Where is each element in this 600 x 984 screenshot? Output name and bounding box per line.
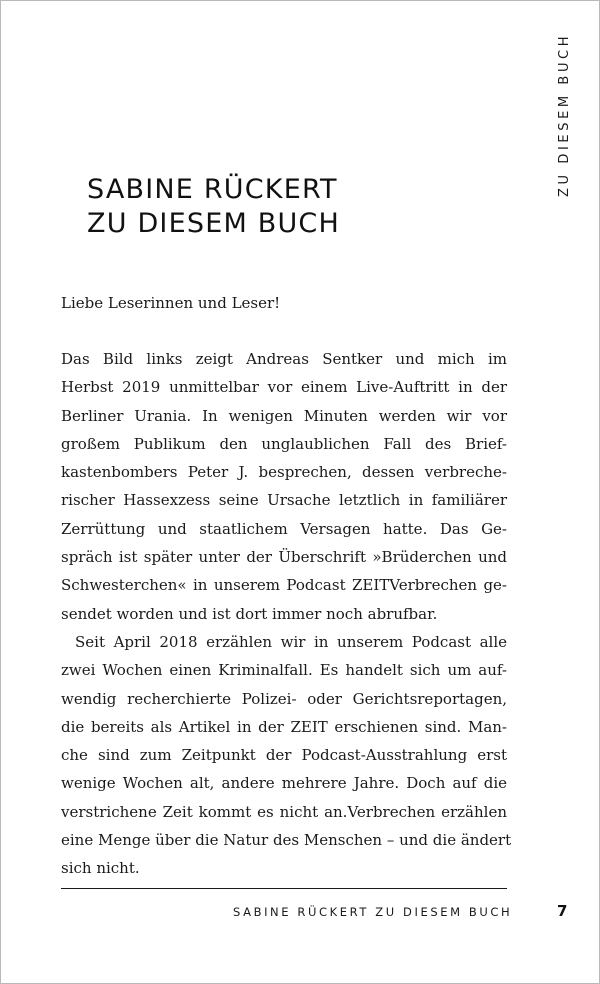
text-line: che sind zum Zeitpunkt der Podcast-Ausstrahlung erst <box>61 746 507 765</box>
greeting: Liebe Leserinnen und Leser! <box>61 294 281 312</box>
paragraph-2 <box>61 628 512 883</box>
text-line: sendet worden und ist dort immer noch abrufbar. <box>61 604 438 623</box>
text-line: rischer Hassexzess seine Ursache letztlich in familiärer <box>61 491 507 510</box>
text-line: eine Menge über die Natur des Menschen – und die ändert <box>61 831 512 850</box>
text-line: großem Publikum den unglaublichen Fall des Brief- <box>61 434 507 453</box>
body-text <box>61 289 512 883</box>
text-line: zwei Wochen einen Kriminalfall. Es handelt sich um auf- <box>61 661 507 680</box>
text-line: Herbst 2019 unmittelbar vor einem Live-Auftritt in der <box>61 378 507 397</box>
side-running-title: ZU DIESEM BUCH <box>557 32 572 197</box>
footer-divider <box>61 888 507 889</box>
page-number: 7 <box>557 902 568 920</box>
chapter-title-line-1: SABINE RÜCKERT <box>87 174 338 205</box>
text-line: Das Bild links zeigt Andreas Sentker und mich im <box>61 350 507 368</box>
text-line: die bereits als Artikel in der ZEIT erschienen sind. Man- <box>61 717 507 736</box>
text-line: wendig recherchierte Polizei- oder Gerichtsreportagen, <box>61 689 507 708</box>
text-line: wenige Wochen alt, andere mehrere Jahre. Doch auf die <box>61 774 507 793</box>
chapter-title-line-2: ZU DIESEM BUCH <box>87 208 340 239</box>
footer-running-head: SABINE RÜCKERT ZU DIESEM BUCH <box>233 905 513 919</box>
text-line: Berliner Urania. In wenigen Minuten werden wir vor <box>61 406 507 425</box>
paragraph-1 <box>61 345 507 628</box>
text-line: spräch ist später unter der Überschrift »Brüderchen und <box>61 548 507 567</box>
text-line: Schwesterchen« in unserem Podcast ZEITVerbrechen ge- <box>61 576 507 595</box>
text-line: Seit April 2018 erzählen wir in unserem Podcast alle <box>75 632 507 651</box>
text-line: kastenbombers Peter J. besprechen, dessen verbreche- <box>61 463 507 482</box>
text-line: Zerrüttung und staatlichem Versagen hatte. Das Ge- <box>61 519 507 538</box>
text-line: verstrichene Zeit kommt es nicht an.Verbrechen erzählen <box>61 802 507 821</box>
text-line: sich nicht. <box>61 859 140 878</box>
chapter-title <box>87 173 340 241</box>
